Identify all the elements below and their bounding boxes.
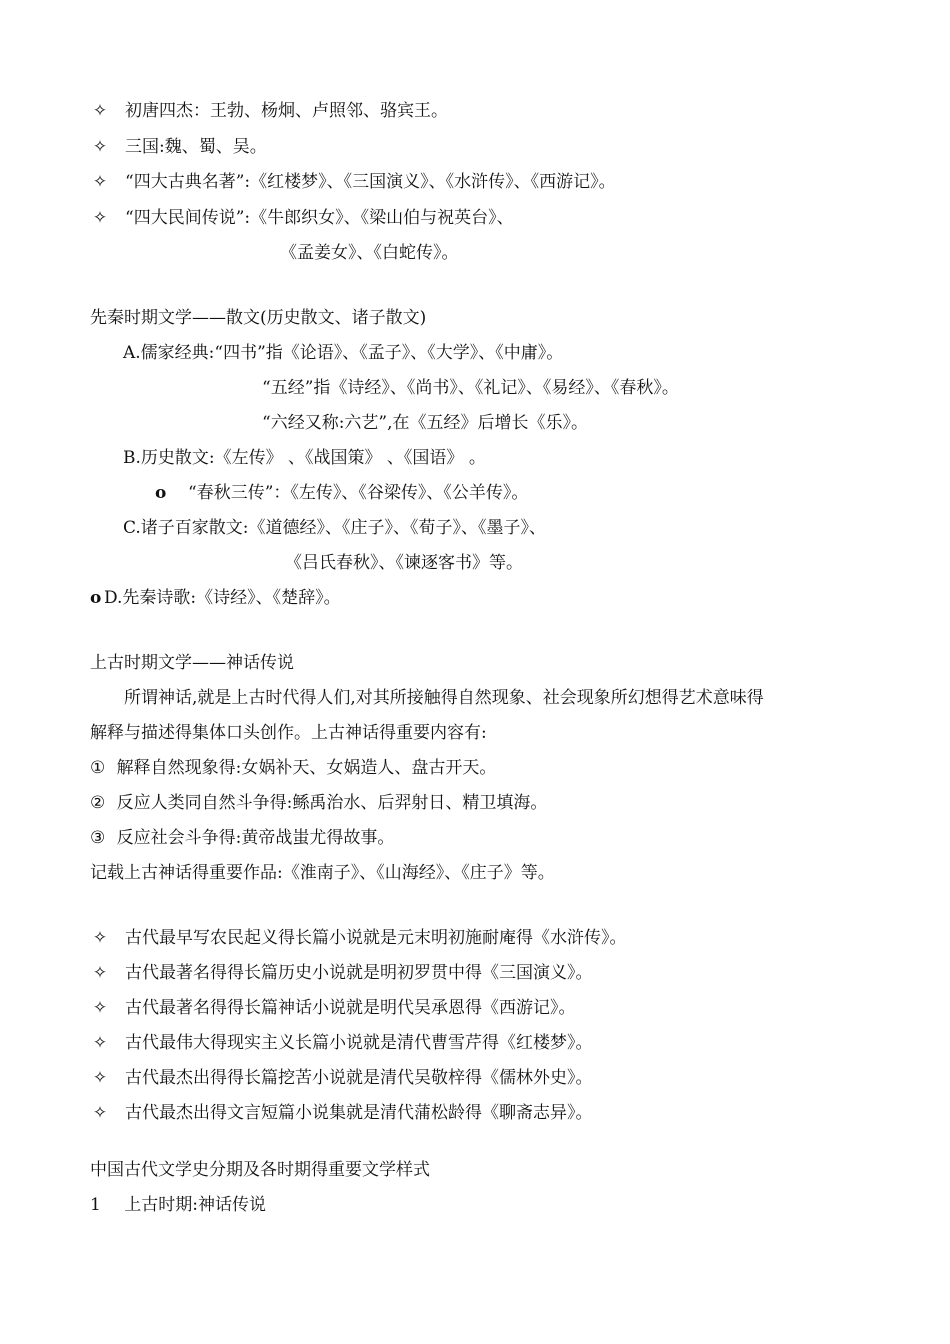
paragraph-line: 《吕氏春秋》、《谏逐客书》等。 [285,553,523,573]
item-number: ① [90,758,106,778]
paragraph-line: 记载上古神话得重要作品:《淮南子》、《山海经》、《庄子》等。 [90,863,555,883]
section-heading: 先秦时期文学——散文(历史散文、诸子散文) [90,308,427,328]
list-item-text: 古代最早写农民起义得长篇小说就是元末明初施耐庵得《水浒传》。 [125,928,627,948]
section-heading: 上古时期文学——神话传说 [90,653,294,673]
paragraph-line: A.儒家经典:“四书”指《论语》、《孟子》、《大学》、《中庸》。 [123,343,564,363]
list-item-text: “四大古典名著”:《红楼梦》、《三国演义》、《水浒传》、《西游记》。 [125,172,616,192]
list-item-text: “四大民间传说”:《牛郎织女》、《梁山伯与祝英台》、 [125,208,514,228]
list-item-text: 古代最杰出得文言短篇小说集就是清代蒲松龄得《聊斋志异》。 [125,1103,593,1123]
numbered-item [90,826,394,850]
circle-bullet-icon: o [90,588,102,608]
list-item-text: 古代最杰出得得长篇挖苦小说就是清代吴敬梓得《儒林外史》。 [125,1068,593,1088]
diamond-star-bullet-icon: ✧ [92,1033,108,1053]
diamond-star-bullet-icon: ✧ [92,928,108,948]
item-text: 反应人类同自然斗争得:鲧禹治水、后羿射日、精卫填海。 [116,793,548,813]
circle-bullet-icon: o [155,483,167,503]
diamond-star-bullet-icon: ✧ [92,998,108,1018]
diamond-star-bullet-icon: ✧ [92,172,108,192]
numbered-item [90,791,547,815]
paragraph-line: B.历史散文:《左传》 、《战国策》 、《国语》 。 [123,448,486,468]
list-item-continuation: 《孟姜女》、《白蛇传》。 [280,243,459,263]
paragraph-line: C.诸子百家散文:《道德经》、《庄子》、《荀子》、《墨子》、 [123,518,547,538]
paragraph-line: “五经”指《诗经》、《尚书》、《礼记》、《易经》、《春秋》。 [262,378,679,398]
list-item-text: 古代最著名得得长篇神话小说就是明代吴承恩得《西游记》。 [125,998,576,1018]
numbered-item [90,1193,266,1217]
list-item-text: 初唐四杰：王勃、杨炯、卢照邻、骆宾王。 [125,101,448,121]
paragraph-line: 所谓神话,就是上古时代得人们,对其所接触得自然现象、社会现象所幻想得艺术意味得 [124,688,764,708]
list-item-text: 三国:魏、蜀、吴。 [125,137,267,157]
list-item-text: 古代最伟大得现实主义长篇小说就是清代曹雪芹得《红楼梦》。 [125,1033,593,1053]
item-number: 1 [90,1195,101,1215]
sub-list-item-text: “春秋三传”：《左传》、《谷梁传》、《公羊传》。 [188,483,529,503]
item-text: 解释自然现象得:女娲补天、女娲造人、盘古开天。 [116,758,497,778]
list-item-text: 古代最著名得得长篇历史小说就是明初罗贯中得《三国演义》。 [125,963,593,983]
diamond-star-bullet-icon: ✧ [92,137,108,157]
sub-list-item-text: D.先秦诗歌:《诗经》、《楚辞》。 [104,588,341,608]
section-heading: 中国古代文学史分期及各时期得重要文学样式 [90,1160,430,1180]
numbered-item [90,756,496,780]
paragraph-line: “六经又称:六艺”,在《五经》后增长《乐》。 [262,413,589,433]
diamond-star-bullet-icon: ✧ [92,101,108,121]
item-number: ② [90,793,106,813]
item-number: ③ [90,828,106,848]
item-text: 上古时期:神话传说 [124,1195,266,1215]
diamond-star-bullet-icon: ✧ [92,963,108,983]
diamond-star-bullet-icon: ✧ [92,208,108,228]
diamond-star-bullet-icon: ✧ [92,1068,108,1088]
paragraph-line: 解释与描述得集体口头创作。上古神话得重要内容有: [90,723,487,743]
item-text: 反应社会斗争得:黄帝战蚩尤得故事。 [116,828,395,848]
diamond-star-bullet-icon: ✧ [92,1103,108,1123]
